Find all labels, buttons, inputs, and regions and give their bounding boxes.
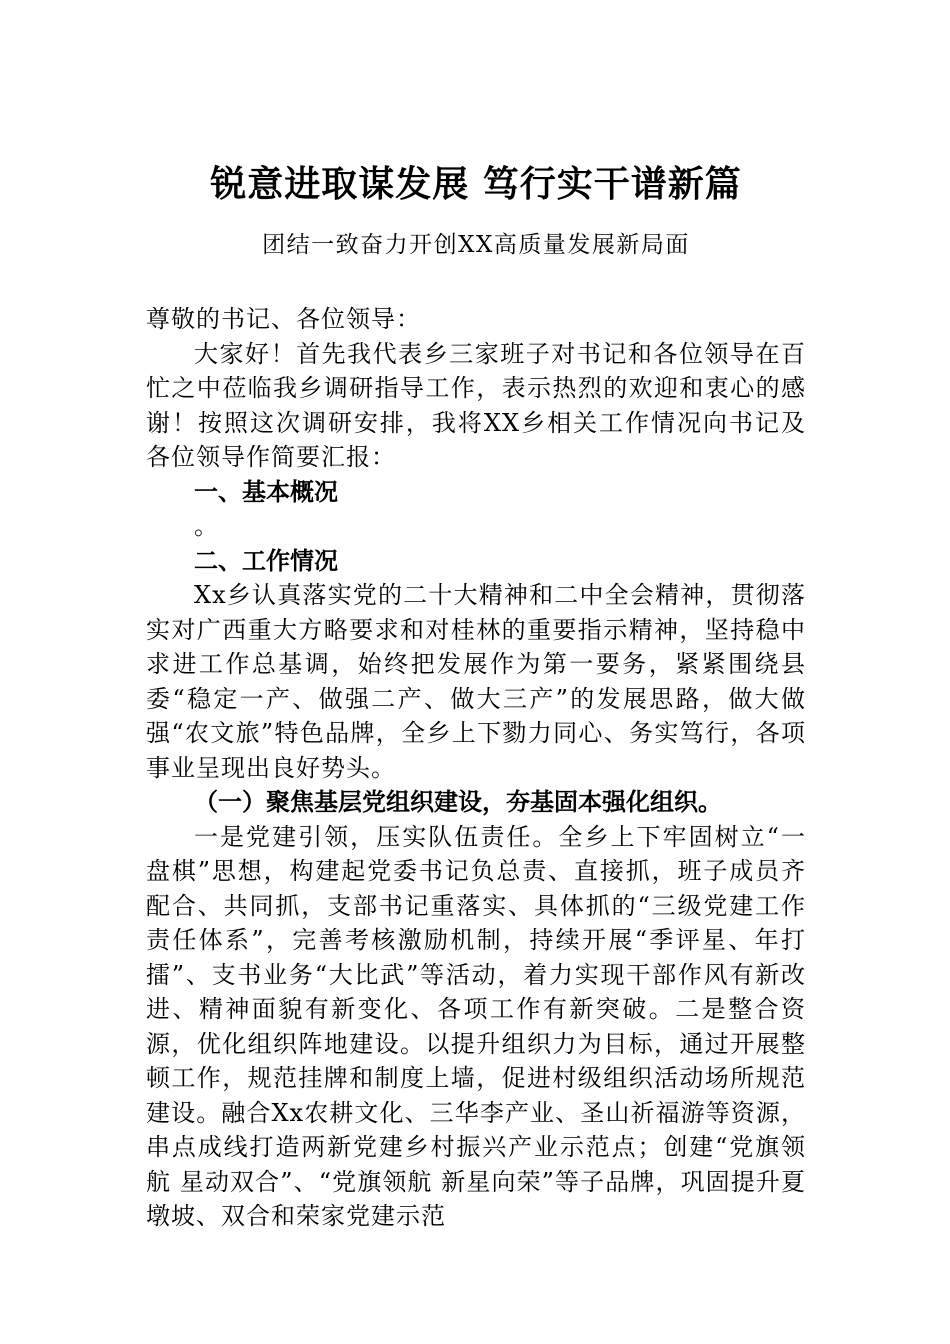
salutation: 尊敬的书记、各位领导： <box>146 305 421 333</box>
section-basic-overview-text: 。 <box>194 512 218 540</box>
document-title: 锐意进取谋发展 笃行实干谱新篇 <box>210 163 742 205</box>
intro-paragraph: 大家好！首先我代表乡三家班子对书记和各位领导在百忙之中莅临我乡调研指导工作，表示热烈的欢迎和衷心的感谢！按照这次调研安排，我将XX乡相关工作情况向书记及各位领导作简要汇报： <box>146 339 806 471</box>
section-heading-work-status: 二、工作情况 <box>194 546 338 575</box>
section-work-status-paragraph: Xx乡认真落实党的二十大精神和二中全会精神，贯彻落实对广西重大方略要求和对桂林的重要指示精神，坚持稳中求进工作总基调，始终把发展作为第一要务，紧紧围绕县委“稳定一产、做强二产、做大三产”的发展思路，做大做强“农文旅”特色品牌，全乡上下勠力同心、务实笃行，各项事业呈现出良好势头。 <box>146 581 806 782</box>
subsection-heading-party-building: （一）聚焦基层党组织建设，夯基固本强化组织。 <box>194 787 722 816</box>
document-page <box>146 148 806 1234</box>
subsection-party-building-paragraph: 一是党建引领，压实队伍责任。全乡上下牢固树立“一盘棋”思想，构建起党委书记负总责、直接抓，班子成员齐配合、共同抓，支部书记重落实、具体抓的“三级党建工作责任体系”，完善考核激励机制，持续开展“季评星、年打擂”、支书业务“大比武”等活动，着力实现干部作风有新改进、精神面貌有新变化、各项工作有新突破。二是整合资源，优化组织阵地建设。以提升组织力为目标，通过开展整顿工作，规范挂牌和制度上墙，促进村级组织活动场所规范建设。融合Xx农耕文化、三华李产业、圣山祈福游等资源，串点成线打造两新党建乡村振兴产业示范点；创建“党旗领航 星动双合”、“党旗领航 新星向荣”等子品牌，巩固提升夏墩坡、双合和荣家党建示范 <box>146 822 806 1230</box>
document-subtitle: 团结一致奋力开创XX高质量发展新局面 <box>262 232 690 258</box>
section-heading-basic-overview: 一、基本概况 <box>194 477 338 506</box>
